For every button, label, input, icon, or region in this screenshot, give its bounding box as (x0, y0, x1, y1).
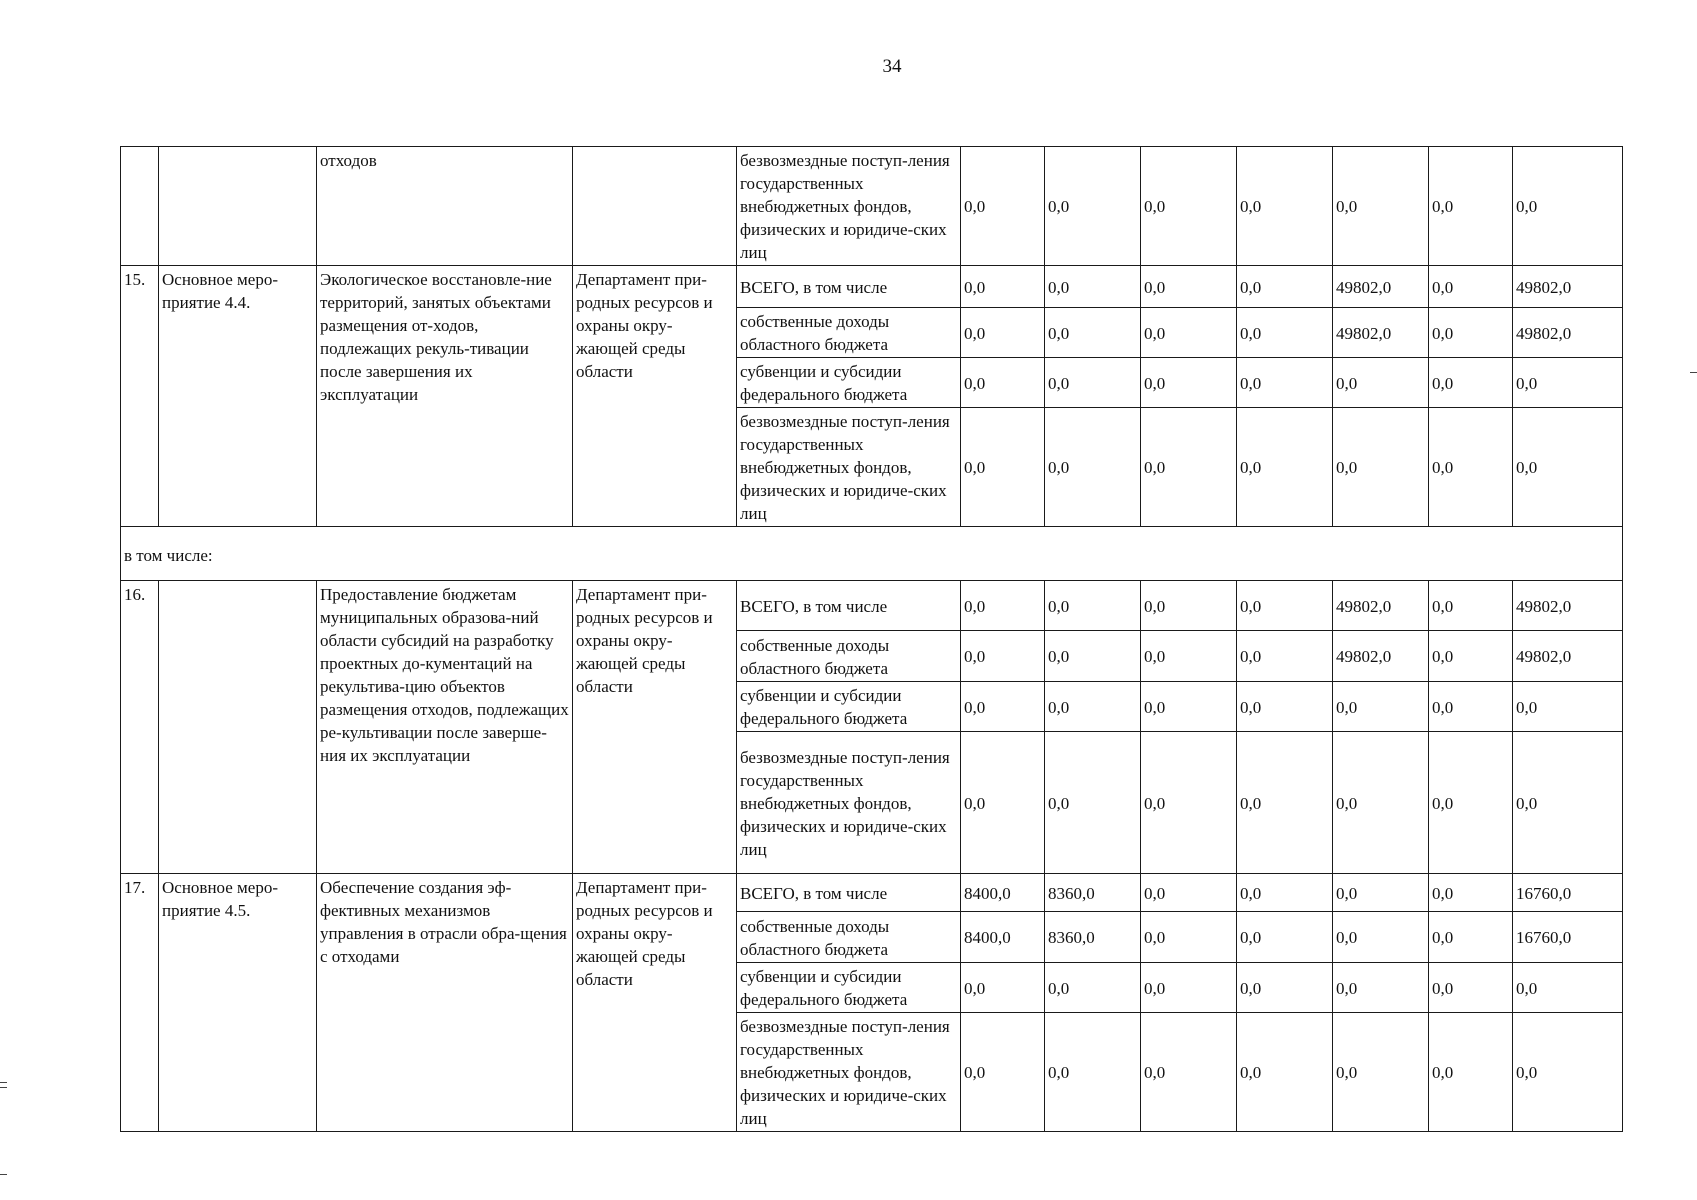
scan-edge-mark (0, 1087, 7, 1088)
row-number: 16. (121, 581, 159, 874)
funding-value: 49802,0 (1333, 631, 1429, 682)
funding-value: 0,0 (1333, 963, 1429, 1013)
funding-value: 0,0 (1237, 631, 1333, 682)
funding-value: 0,0 (961, 581, 1045, 631)
funding-value: 0,0 (1237, 912, 1333, 963)
funding-value: 0,0 (1141, 581, 1237, 631)
funding-value: 0,0 (1429, 912, 1513, 963)
funding-value: 0,0 (1045, 732, 1141, 874)
funding-value: 0,0 (1141, 266, 1237, 308)
funding-value: 49802,0 (1513, 581, 1623, 631)
funding-value: 0,0 (1237, 358, 1333, 408)
funding-source: субвенции и субсидии федерального бюджета (737, 682, 961, 732)
funding-source: собственные доходы областного бюджета (737, 631, 961, 682)
funding-value: 0,0 (961, 682, 1045, 732)
funding-value: 0,0 (1333, 358, 1429, 408)
funding-value: 0,0 (1045, 358, 1141, 408)
funding-value: 0,0 (1141, 408, 1237, 527)
funding-value: 0,0 (1237, 581, 1333, 631)
funding-value: 0,0 (1333, 874, 1429, 912)
funding-value: 0,0 (1333, 1013, 1429, 1132)
activity-status: Основное меро-приятие 4.5. (159, 874, 317, 1132)
funding-value: 0,0 (961, 631, 1045, 682)
funding-value: 0,0 (1429, 874, 1513, 912)
funding-value: 0,0 (1045, 147, 1141, 266)
funding-value: 0,0 (1045, 408, 1141, 527)
funding-value: 49802,0 (1333, 581, 1429, 631)
funding-value: 0,0 (1237, 266, 1333, 308)
funding-value: 0,0 (1141, 631, 1237, 682)
funding-source: безвозмездные поступ-ления государственных внебюджетных фондов, физических и юридиче-ских лиц (737, 732, 961, 874)
funding-value: 0,0 (1045, 963, 1141, 1013)
table-row (121, 147, 1623, 266)
funding-value: 49802,0 (1513, 266, 1623, 308)
funding-source: безвозмездные поступ-ления государственных внебюджетных фондов, физических и юридиче-ских лиц (737, 408, 961, 527)
funding-value: 8400,0 (961, 912, 1045, 963)
funding-value: 0,0 (1045, 266, 1141, 308)
table-body (121, 147, 1623, 1132)
activity-status (159, 581, 317, 874)
funding-value: 0,0 (1429, 308, 1513, 358)
funding-value: 8400,0 (961, 874, 1045, 912)
funding-value: 0,0 (1237, 1013, 1333, 1132)
funding-source: безвозмездные поступ-ления государственных внебюджетных фондов, физических и юридиче-ских лиц (737, 1013, 961, 1132)
funding-source: субвенции и субсидии федерального бюджета (737, 963, 961, 1013)
funding-source: безвозмездные поступ-ления государственных внебюджетных фондов, физических и юридиче-ских лиц (737, 147, 961, 266)
responsible-executor: Департамент при-родных ресурсов и охраны окру-жающей среды области (573, 266, 737, 527)
funding-value: 0,0 (1513, 408, 1623, 527)
funding-value: 0,0 (1333, 147, 1429, 266)
funding-value: 0,0 (1333, 732, 1429, 874)
funding-value: 0,0 (961, 266, 1045, 308)
funding-value: 0,0 (1141, 1013, 1237, 1132)
table-row (121, 266, 1623, 308)
funding-value: 16760,0 (1513, 874, 1623, 912)
funding-value: 0,0 (1237, 732, 1333, 874)
funding-value: 0,0 (1429, 581, 1513, 631)
funding-value: 8360,0 (1045, 874, 1141, 912)
row-number (121, 147, 159, 266)
funding-value: 0,0 (1141, 732, 1237, 874)
funding-value: 0,0 (961, 147, 1045, 266)
responsible-executor (573, 147, 737, 266)
funding-value: 0,0 (1141, 874, 1237, 912)
funding-value: 0,0 (1333, 912, 1429, 963)
funding-value: 0,0 (1429, 266, 1513, 308)
funding-source: собственные доходы областного бюджета (737, 308, 961, 358)
row-number: 17. (121, 874, 159, 1132)
funding-value: 0,0 (1237, 308, 1333, 358)
page-number: 34 (882, 56, 902, 77)
funding-value: 0,0 (1141, 147, 1237, 266)
funding-source: ВСЕГО, в том числе (737, 266, 961, 308)
funding-value: 0,0 (1237, 874, 1333, 912)
scan-edge-mark (0, 1174, 7, 1175)
funding-value: 0,0 (1429, 631, 1513, 682)
scan-edge-mark (0, 1082, 7, 1083)
funding-value: 49802,0 (1333, 266, 1429, 308)
activity-status (159, 147, 317, 266)
funding-source: собственные доходы областного бюджета (737, 912, 961, 963)
funding-value: 0,0 (1513, 682, 1623, 732)
funding-value: 0,0 (961, 963, 1045, 1013)
funding-value: 0,0 (1141, 963, 1237, 1013)
funding-source: ВСЕГО, в том числе (737, 581, 961, 631)
section-row (121, 527, 1623, 581)
funding-value: 49802,0 (1333, 308, 1429, 358)
activity-title: Предоставление бюджетам муниципальных образова-ний области субсидий на разработку проектных до-кументаций на рекультива-цию объектов размещения отходов, подлежащих ре-культивации после заверше-ния их эксплуатации (317, 581, 573, 874)
activity-title: Обеспечение создания эф-фективных механизмов управления в отрасли обра-щения с отходами (317, 874, 573, 1132)
funding-value: 49802,0 (1513, 308, 1623, 358)
funding-value: 0,0 (1045, 631, 1141, 682)
funding-value: 0,0 (1513, 358, 1623, 408)
funding-value: 0,0 (1429, 358, 1513, 408)
responsible-executor: Департамент при-родных ресурсов и охраны окру-жающей среды области (573, 581, 737, 874)
section-label: в том числе: (121, 527, 1623, 581)
activity-status: Основное меро-приятие 4.4. (159, 266, 317, 527)
funding-value: 0,0 (1141, 358, 1237, 408)
funding-value: 8360,0 (1045, 912, 1141, 963)
funding-value: 0,0 (1429, 682, 1513, 732)
funding-value: 0,0 (1237, 147, 1333, 266)
budget-table (120, 146, 1623, 1132)
row-number: 15. (121, 266, 159, 527)
funding-value: 0,0 (1513, 147, 1623, 266)
table-row (121, 874, 1623, 912)
funding-value: 0,0 (1429, 732, 1513, 874)
activity-title: отходов (317, 147, 573, 266)
funding-value: 0,0 (1045, 1013, 1141, 1132)
funding-value: 0,0 (1141, 912, 1237, 963)
funding-value: 0,0 (1237, 963, 1333, 1013)
funding-value: 0,0 (1045, 682, 1141, 732)
funding-value: 0,0 (1141, 308, 1237, 358)
funding-value: 0,0 (1429, 408, 1513, 527)
funding-source: субвенции и субсидии федерального бюджета (737, 358, 961, 408)
funding-value: 0,0 (961, 1013, 1045, 1132)
activity-title: Экологическое восстановле-ние территорий, занятых объектами размещения от-ходов, подлежащих рекуль-тивации после завершения их эксплуатации (317, 266, 573, 527)
funding-value: 0,0 (1045, 308, 1141, 358)
funding-value: 0,0 (1141, 682, 1237, 732)
funding-value: 0,0 (1237, 682, 1333, 732)
table-row (121, 581, 1623, 631)
funding-value: 0,0 (1513, 963, 1623, 1013)
funding-value: 0,0 (1429, 1013, 1513, 1132)
funding-value: 0,0 (1045, 581, 1141, 631)
funding-value: 0,0 (1333, 682, 1429, 732)
funding-value: 0,0 (961, 408, 1045, 527)
funding-value: 16760,0 (1513, 912, 1623, 963)
funding-value: 0,0 (1513, 732, 1623, 874)
funding-value: 0,0 (961, 358, 1045, 408)
funding-value: 0,0 (1513, 1013, 1623, 1132)
funding-value: 0,0 (961, 732, 1045, 874)
funding-value: 0,0 (1333, 408, 1429, 527)
funding-source: ВСЕГО, в том числе (737, 874, 961, 912)
scan-edge-mark (1690, 372, 1697, 373)
responsible-executor: Департамент при-родных ресурсов и охраны окру-жающей среды области (573, 874, 737, 1132)
funding-value: 0,0 (961, 308, 1045, 358)
funding-value: 0,0 (1429, 963, 1513, 1013)
funding-value: 0,0 (1237, 408, 1333, 527)
funding-value: 0,0 (1429, 147, 1513, 266)
funding-value: 49802,0 (1513, 631, 1623, 682)
